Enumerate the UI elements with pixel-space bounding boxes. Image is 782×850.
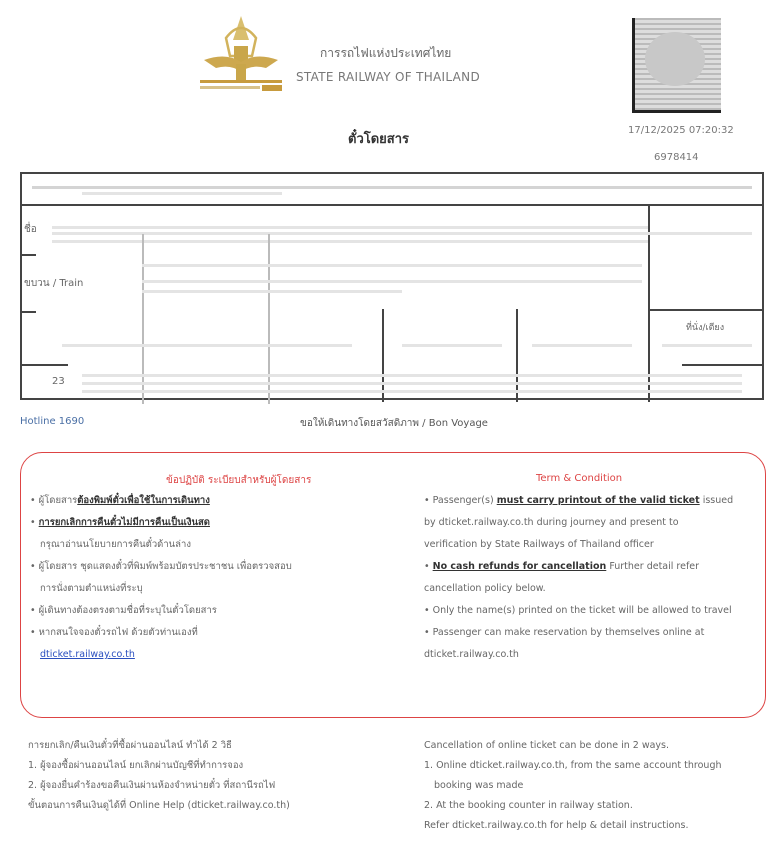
- column-divider: [648, 204, 650, 309]
- redacted-line: [82, 374, 742, 377]
- bon-voyage: ขอให้เดินทางโดยสวัสดิภาพ / Bon Voyage: [300, 418, 488, 429]
- cancellation-line: 2. ผู้จองยื่นคำร้องขอคืนเงินผ่านห้องจำหน่ายตั๋ว ที่สถานีรถไฟ: [28, 780, 276, 791]
- cancellation-line: 2. At the booking counter in railway station.: [424, 800, 633, 811]
- redacted-header-line: [82, 192, 282, 195]
- srt-logo-icon: [196, 12, 286, 97]
- redacted-line: [142, 264, 642, 267]
- row-divider: [648, 309, 762, 311]
- terms-item-th: • หากสนใจจองตั๋วรถไฟ ด้วยตัวท่านเองที่ dticket.railway.co.th: [30, 627, 198, 660]
- cancellation-line: 1. Online dticket.railway.co.th, from the same account through: [424, 760, 722, 771]
- redacted-line: [142, 280, 642, 283]
- column-divider: [648, 309, 650, 402]
- seat-column-label: ที่นั่ง/เตียง: [686, 323, 725, 333]
- redacted-line: [82, 390, 742, 393]
- terms-title-th: ข้อปฏิบัติ ระเบียบสำหรับผู้โดยสาร: [166, 475, 312, 486]
- train-label: ขบวน / Train: [24, 278, 84, 289]
- terms-item-th: • ผู้เดินทางต้องตรงตามชื่อที่ระบุในตั๋วโดยสาร: [30, 605, 217, 616]
- term-text: Passenger can make reservation by themselves online at dticket.railway.co.th: [424, 627, 705, 660]
- cancellation-en: [424, 736, 769, 836]
- column-divider: [268, 234, 270, 404]
- passenger-name-label: ชื่อ: [24, 224, 37, 235]
- term-text: Further detail refer cancellation policy below.: [424, 561, 700, 594]
- org-name-th: การรถไฟแห่งประเทศไทย: [320, 46, 452, 60]
- terms-item-en: • Passenger can make reservation by themselves online at dticket.railway.co.th: [424, 627, 705, 660]
- terms-item-en: • Passenger(s) must carry printout of the valid ticket issued by dticket.railway.co.th during journey and present to verification by State Railways of Thailand officer: [424, 495, 734, 550]
- term-text: หากสนใจจองตั๋วรถไฟ ด้วยตัวท่านเองที่: [38, 627, 198, 638]
- terms-item-th: • ผู้โดยสาร ชุดแสดงตั๋วที่พิมพ์พร้อมบัตรประชาชน เพื่อตรวจสอบ การนั่งตามตำแหน่งที่ระบุ: [30, 556, 390, 600]
- redacted-line: [52, 232, 752, 235]
- term-bold-text: ต้องพิมพ์ตั๋วเพื่อใช้ในการเดินทาง: [77, 495, 210, 506]
- redacted-line: [662, 344, 752, 347]
- terms-item-th: • ผู้โดยสารต้องพิมพ์ตั๋วเพื่อใช้ในการเดินทาง: [30, 495, 210, 506]
- redacted-line: [62, 344, 352, 347]
- row-divider: [22, 311, 36, 313]
- term-text: ผู้โดยสาร ชุดแสดงตั๋วที่พิมพ์พร้อมบัตรประชาชน เพื่อตรวจสอบ: [38, 561, 292, 572]
- column-divider: [382, 309, 384, 402]
- dticket-link[interactable]: dticket.railway.co.th: [40, 649, 135, 660]
- term-text: Only the name(s) printed on the ticket will be allowed to travel: [432, 605, 732, 616]
- terms-item-th: • การยกเลิกการคืนตั๋วไม่มีการคืนเป็นเงินสด กรุณาอ่านนโยบายการคืนตั๋วด้านล่าง: [30, 512, 390, 556]
- org-name-en: STATE RAILWAY OF THAILAND: [296, 70, 480, 84]
- column-divider: [142, 234, 144, 404]
- term-text: กรุณาอ่านนโยบายการคืนตั๋วด้านล่าง: [40, 539, 191, 550]
- cancellation-line: Cancellation of online ticket can be done in 2 ways.: [424, 740, 670, 751]
- cancellation-line: การยกเลิก/คืนเงินตั๋วที่ซื้อผ่านออนไลน์ ทำได้ 2 วิธี: [28, 740, 232, 751]
- term-bold-text: must carry printout of the valid ticket: [496, 495, 700, 506]
- redacted-line: [402, 344, 502, 347]
- hotline: Hotline 1690: [20, 416, 85, 427]
- terms-list-th: [30, 490, 390, 666]
- terms-title-en: Term & Condition: [536, 473, 623, 484]
- seat-number: 23: [52, 376, 65, 387]
- row-divider: [22, 364, 68, 366]
- cancellation-line: Refer dticket.railway.co.th for help & detail instructions.: [424, 820, 689, 831]
- term-text: การนั่งตามตำแหน่งที่ระบุ: [40, 583, 143, 594]
- terms-item-en: • No cash refunds for cancellation Further detail refer cancellation policy below.: [424, 561, 700, 594]
- redacted-header-line: [32, 186, 752, 189]
- cancellation-line: ขั้นตอนการคืนเงินดูได้ที่ Online Help (dticket.railway.co.th): [28, 800, 290, 811]
- issue-datetime: 17/12/2025 07:20:32: [628, 125, 734, 136]
- term-bold-text: การยกเลิกการคืนตั๋วไม่มีการคืนเป็นเงินสด: [38, 517, 210, 528]
- row-divider: [22, 204, 762, 206]
- term-text: Passenger(s): [432, 495, 497, 506]
- term-bold-text: No cash refunds for cancellation: [432, 561, 607, 572]
- term-text: ผู้เดินทางต้องตรงตามชื่อที่ระบุในตั๋วโดยสาร: [38, 605, 217, 616]
- redacted-line: [142, 290, 402, 293]
- cancellation-line: 1. ผู้จองซื้อผ่านออนไลน์ ยกเลิกผ่านบัญชีที่ทำการจอง: [28, 760, 244, 771]
- terms-item-en: • Only the name(s) printed on the ticket will be allowed to travel: [424, 605, 732, 616]
- column-divider: [516, 309, 518, 402]
- row-divider: [682, 364, 762, 366]
- cancellation-line: booking was made: [434, 780, 524, 791]
- redacted-line: [52, 226, 648, 229]
- cancellation-th: [28, 736, 398, 816]
- redacted-line: [532, 344, 632, 347]
- terms-list-en: [424, 490, 734, 666]
- ticket-title: ตั๋วโดยสาร: [348, 132, 410, 147]
- redacted-line: [82, 382, 742, 385]
- term-text: issued by dticket.railway.co.th during journey and present to verification by State Railways of Thailand officer: [424, 495, 734, 550]
- ticket-table: [20, 172, 764, 400]
- qr-code-icon: [632, 18, 721, 113]
- reference-number: 6978414: [654, 152, 699, 163]
- row-divider: [22, 254, 36, 256]
- term-text: ผู้โดยสาร: [38, 495, 78, 506]
